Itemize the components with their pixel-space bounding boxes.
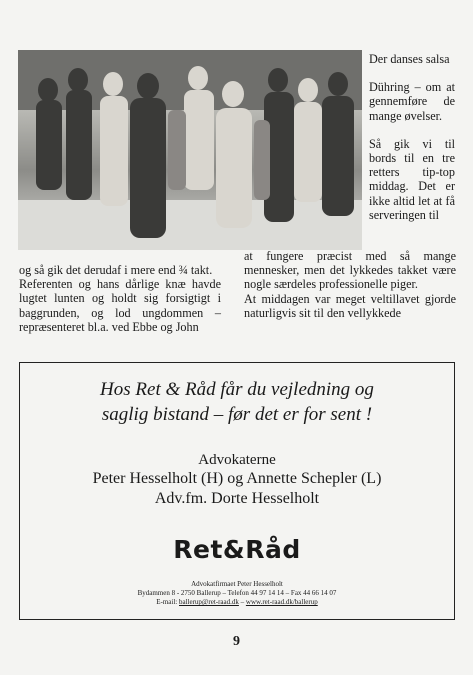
dance-photo <box>18 50 362 250</box>
ad-names-line: Adv.fm. Dorte Hesselholt <box>154 490 320 507</box>
ad-firm-address: Bydammen 8 - 2750 Ballerup – Telefon 44 97 14 14 – Fax 44 66 14 07 <box>137 589 337 597</box>
paragraph: At middagen var meget veltillavet gjorde naturligvis sit til den vellykkede <box>244 291 456 320</box>
ad-firm-details <box>20 580 454 607</box>
photo-caption: Der danses salsa <box>369 52 450 66</box>
paragraph: Referenten og hans dårlige knæ havde lugtet lunten og holdt sig forsigtigt i baggrunden, og lod ungdommen – repræsenteret bl.a. ved Ebbe og John <box>19 277 221 334</box>
ret-og-raad-logo: Ret&Råd <box>173 535 301 564</box>
contact-separator: – <box>238 598 246 606</box>
ad-slogan-line: saglig bistand – før det er for sent ! <box>101 404 373 425</box>
ad-names-line: Peter Hesselholt (H) og Annette Schepler (L) <box>92 470 382 487</box>
ad-slogan <box>20 377 454 427</box>
photo-caption-column <box>369 52 455 222</box>
dance-photo-illustration <box>18 50 362 250</box>
website-link[interactable]: www.ret-raad.dk/ballerup <box>245 598 318 606</box>
page-number: 9 <box>233 634 240 649</box>
ad-lawyer-names <box>20 469 454 509</box>
email-link[interactable]: ballerup@ret-raad.dk <box>179 598 239 606</box>
ad-contact-line <box>20 598 454 607</box>
side-column-text-2: Så gik vi til bords til en tre retters tip-top middag. Det er ikke altid let at få serveringen til <box>369 136 455 222</box>
side-column-text-1: Dühring – om at gennemføre de mange øvelser. <box>369 80 455 123</box>
email-label: E-mail: <box>156 598 179 606</box>
ad-slogan-line: Hos Ret & Råd får du vejledning og <box>100 379 374 400</box>
ad-heading: Advokaterne <box>198 452 276 468</box>
law-firm-advertisement <box>19 362 455 620</box>
ad-firm-name: Advokatfirmaet Peter Hesselholt <box>191 580 283 588</box>
paragraph: og så gik det derudaf i mere end ¾ takt. <box>19 263 213 277</box>
article-right-column <box>244 249 456 320</box>
paragraph: at fungere præcist med så mange mennesker, men det lykkedes takket være nogle særdeles professionelle piger. <box>244 249 456 292</box>
article-left-column <box>19 263 221 334</box>
